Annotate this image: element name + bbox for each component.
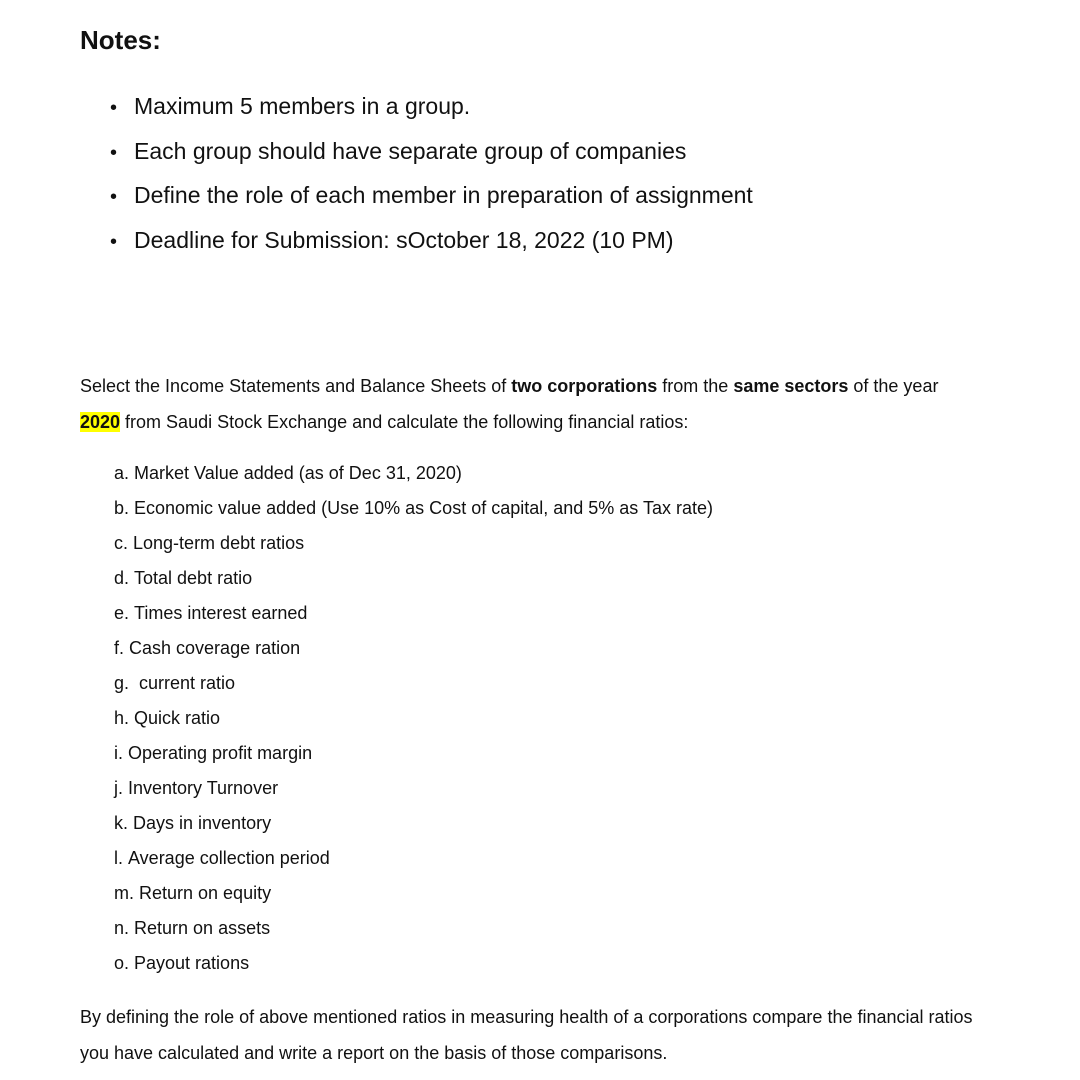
ratio-text: Return on assets <box>134 918 271 938</box>
notes-heading: Notes: <box>80 25 161 55</box>
ratio-letter: c. <box>114 533 129 553</box>
ratio-letter: n. <box>114 918 130 938</box>
intro-paragraph <box>80 368 1000 440</box>
ratio-item <box>114 876 713 911</box>
ratio-text: Long-term debt ratios <box>133 533 305 553</box>
ratio-item <box>114 631 713 666</box>
ratio-text: current ratio <box>134 673 236 693</box>
intro-text: from Saudi Stock Exchange and calculate the following financial ratios: <box>120 412 689 432</box>
ratio-letter: h. <box>114 708 130 728</box>
conclusion-paragraph: By defining the role of above mentioned ratios in measuring health of a corporations compare the financial ratios you have calculated and write a report on the basis of those comparisons. <box>80 1007 973 1063</box>
notes-item-text: Maximum 5 members in a group. <box>134 93 471 119</box>
ratio-item <box>114 771 713 806</box>
intro-text: from the <box>657 376 734 396</box>
ratio-list <box>114 456 713 981</box>
notes-item <box>110 133 753 178</box>
ratio-letter: m. <box>114 883 134 903</box>
highlighted-year: 2020 <box>80 412 121 432</box>
ratio-text: Inventory Turnover <box>128 778 279 798</box>
intro-text: of the year <box>848 376 939 396</box>
ratio-item <box>114 491 713 526</box>
ratio-letter: b. <box>114 498 130 518</box>
ratio-item <box>114 666 713 701</box>
notes-item <box>110 88 753 133</box>
ratio-item <box>114 841 713 876</box>
ratio-text: Total debt ratio <box>134 568 253 588</box>
notes-list <box>110 88 753 266</box>
intro-bold-sectors: same sectors <box>733 376 849 396</box>
bullet-icon: • <box>110 186 118 208</box>
ratio-text: Return on equity <box>139 883 272 903</box>
ratio-text: Payout rations <box>134 953 250 973</box>
ratio-text: Operating profit margin <box>128 743 313 763</box>
ratio-letter: j. <box>114 778 123 798</box>
ratio-item <box>114 911 713 946</box>
ratio-letter: g. <box>114 673 130 693</box>
notes-item-text: Deadline for Submission: sOctober 18, 2022 (10 PM) <box>134 226 674 253</box>
notes-item <box>110 177 753 222</box>
ratio-letter: k. <box>114 813 129 833</box>
ratio-text: Economic value added (Use 10% as Cost of capital, and 5% as Tax rate) <box>134 498 713 518</box>
ratio-letter: i. <box>114 743 123 763</box>
ratio-item <box>114 946 713 981</box>
ratio-item <box>114 456 713 491</box>
ratio-text: Cash coverage ration <box>129 638 301 658</box>
notes-item-text: Define the role of each member in preparation of assignment <box>134 182 753 208</box>
intro-text: Select the Income Statements and Balance Sheets of <box>80 376 512 396</box>
ratio-letter: o. <box>114 953 130 973</box>
ratio-item <box>114 736 713 771</box>
ratio-text: Average collection period <box>128 848 330 868</box>
ratio-letter: d. <box>114 568 130 588</box>
ratio-item <box>114 561 713 596</box>
ratio-item <box>114 806 713 841</box>
ratio-item <box>114 526 713 561</box>
notes-item <box>110 222 753 267</box>
ratio-letter: a. <box>114 463 130 483</box>
ratio-item <box>114 596 713 631</box>
intro-bold-corporations: two corporations <box>511 376 658 396</box>
ratio-letter: l. <box>114 848 123 868</box>
ratio-letter: f. <box>114 638 125 658</box>
ratio-text: Quick ratio <box>134 708 221 728</box>
ratio-item <box>114 701 713 736</box>
bullet-icon: • <box>110 141 118 164</box>
notes-item-text: Each group should have separate group of companies <box>134 137 687 164</box>
ratio-text: Market Value added (as of Dec 31, 2020) <box>134 463 462 483</box>
ratio-text: Days in inventory <box>133 813 272 833</box>
ratio-letter: e. <box>114 603 130 623</box>
bullet-icon: • <box>110 230 118 253</box>
ratio-text: Times interest earned <box>134 603 308 623</box>
bullet-icon: • <box>110 97 118 119</box>
